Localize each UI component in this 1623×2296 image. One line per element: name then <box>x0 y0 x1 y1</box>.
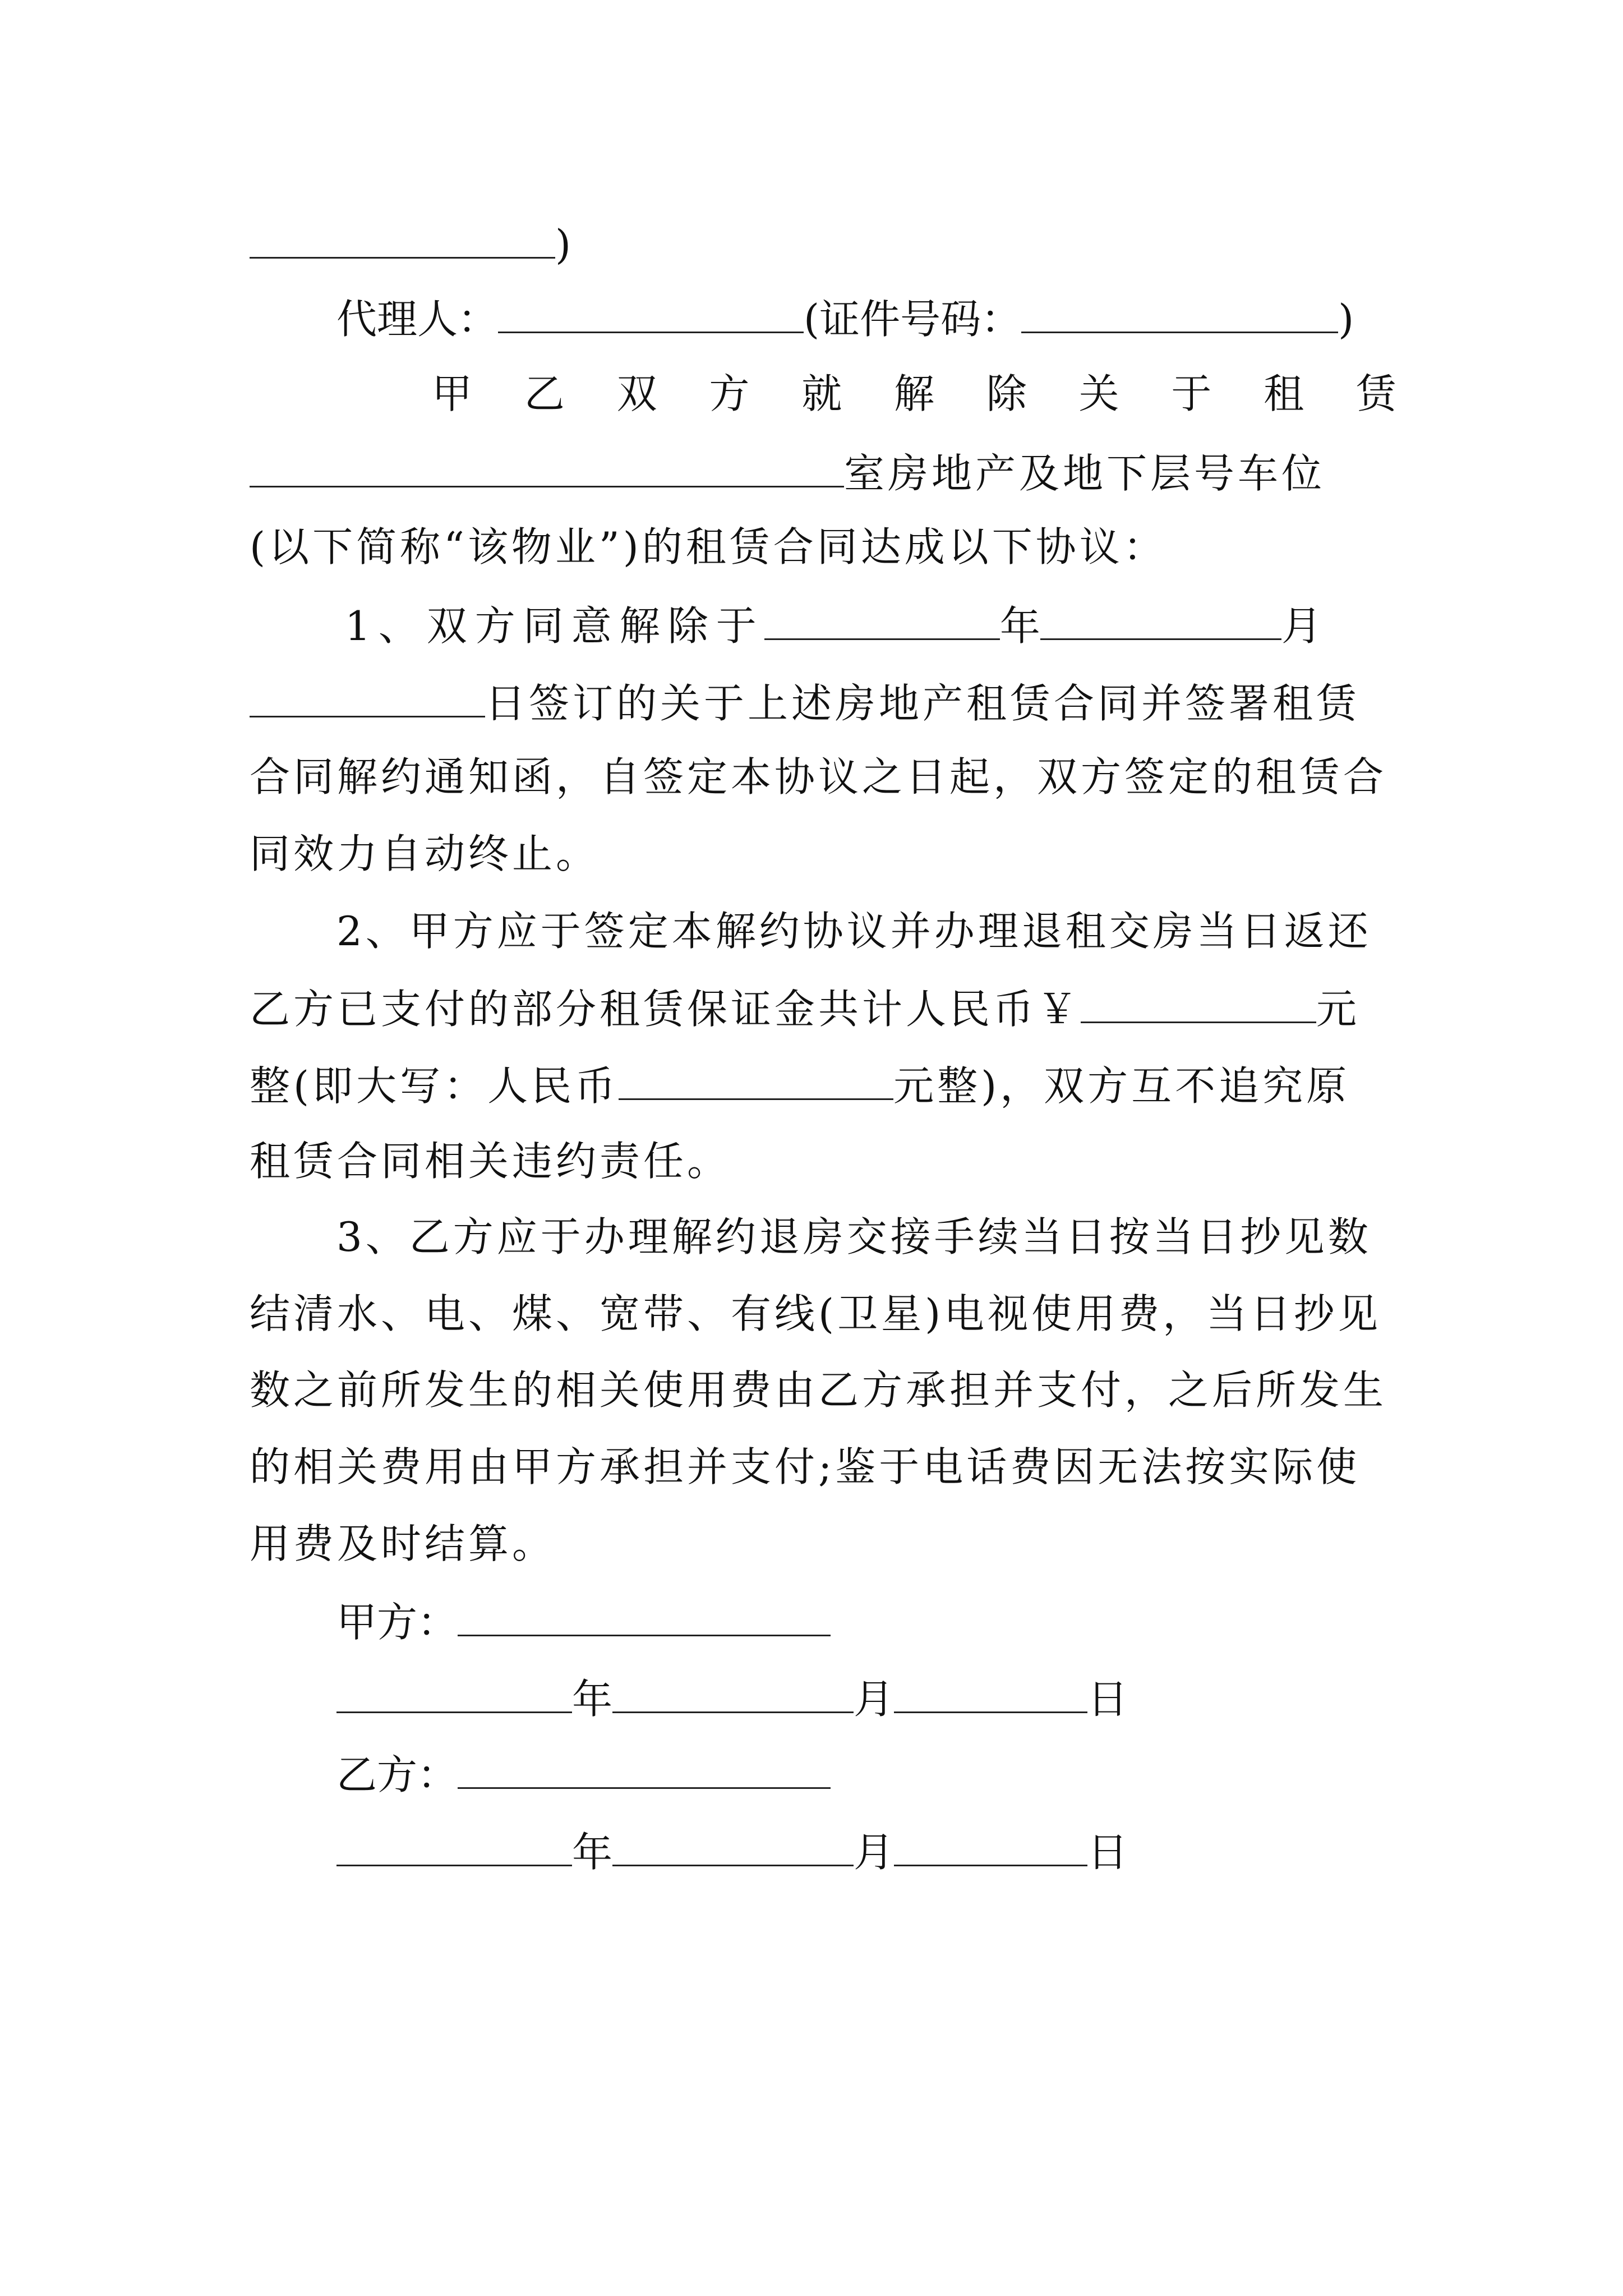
intro-char: 赁 <box>1355 370 1396 417</box>
intro-char: 甲 <box>432 370 473 417</box>
id-close-paren: ) <box>1338 296 1354 343</box>
intro-char: 除 <box>986 370 1027 417</box>
clause-3-line-4: 的相关费用由甲方承担并支付;鉴于电话费因无法按实际使 <box>250 1443 1361 1490</box>
property-address-blank <box>250 443 844 487</box>
blank-field <box>250 214 555 259</box>
clause-3-line-5: 用费及时结算。 <box>250 1520 556 1567</box>
month-label: 月 <box>1281 602 1322 650</box>
party-a-label: 甲方： <box>336 1599 458 1646</box>
line-leading-blank <box>250 214 1394 270</box>
day-blank <box>250 673 485 717</box>
month-blank <box>1040 596 1281 640</box>
party-a-signature-line <box>336 1592 953 1648</box>
party-a-day-blank <box>894 1669 1087 1713</box>
month-label: 月 <box>854 1676 895 1723</box>
intro-line-2 <box>250 443 1394 499</box>
intro-char: 租 <box>1264 370 1304 417</box>
agent-name-blank <box>498 289 804 333</box>
clause-3-line-1: 3、乙方应于办理解约退房交接手续当日按当日抄见数 <box>336 1213 1372 1260</box>
month-label: 月 <box>854 1829 895 1876</box>
day-label: 日 <box>1087 1676 1128 1723</box>
intro-char: 双 <box>616 370 657 417</box>
clause-1-line-2-text: 日签订的关于上述房地产租赁合同并签署租赁 <box>485 680 1361 727</box>
clause-2-deposit-text: 乙方已支付的部分租赁保证金共计人民币￥ <box>250 986 1081 1033</box>
closing-paren: ) <box>555 221 571 268</box>
intro-char: 就 <box>801 370 842 417</box>
intro-line-1 <box>432 366 1396 422</box>
clause-1-line-4: 同效力自动终止。 <box>250 830 600 877</box>
year-blank <box>764 596 1000 640</box>
intro-line-2-text: 室房地产及地下层号车位 <box>844 450 1326 497</box>
intro-char: 乙 <box>524 370 565 417</box>
day-label: 日 <box>1087 1829 1128 1876</box>
year-label: 年 <box>572 1676 613 1723</box>
agent-line <box>336 289 1402 345</box>
party-b-signature-line <box>336 1745 953 1801</box>
party-b-day-blank <box>894 1822 1087 1866</box>
party-b-label: 乙方： <box>336 1751 458 1798</box>
clause-2-line-3 <box>250 1056 1394 1112</box>
intro-line-3: (以下简称“该物业”)的租赁合同达成以下协议： <box>250 523 1167 570</box>
clause-1-line-3: 合同解约通知函，自签定本协议之日起，双方签定的租赁合 <box>250 753 1387 800</box>
intro-char: 解 <box>893 370 934 417</box>
clause-2-line-4: 租赁合同相关违约责任。 <box>250 1138 731 1185</box>
clause-2-line-2 <box>250 979 1394 1035</box>
party-a-month-blank <box>612 1669 854 1713</box>
intro-char: 关 <box>1078 370 1119 417</box>
clause-1-line-1 <box>345 596 1396 652</box>
clause-2-capital-text: 整(即大写：人民币 <box>250 1062 619 1110</box>
clause-2-line-3-text: 元整)，双方互不追究原 <box>893 1062 1350 1110</box>
party-b-date-line <box>336 1822 1178 1878</box>
party-a-year-blank <box>336 1669 572 1713</box>
clause-1-line-2 <box>250 673 1394 729</box>
party-b-signature-blank <box>458 1745 831 1789</box>
currency-unit: 元 <box>1316 986 1357 1033</box>
capital-amount-blank <box>619 1056 893 1100</box>
clause-3-line-2: 结清水、电、煤、宽带、有线(卫星)电视使用费，当日抄见 <box>250 1290 1382 1337</box>
party-a-signature-blank <box>458 1592 831 1636</box>
clause-1-prefix: 1、双方同意解除于 <box>345 602 764 650</box>
intro-char: 方 <box>709 370 750 417</box>
clause-2-line-1: 2、甲方应于签定本解约协议并办理退租交房当日返还 <box>336 908 1372 955</box>
party-b-year-blank <box>336 1822 572 1866</box>
clause-3-line-3: 数之前所发生的相关使用费由乙方承担并支付，之后所发生 <box>250 1366 1387 1414</box>
party-a-date-line <box>336 1669 1178 1725</box>
party-b-month-blank <box>612 1822 854 1866</box>
agent-label: 代理人： <box>336 296 499 343</box>
year-label: 年 <box>999 602 1040 650</box>
id-number-blank <box>1021 289 1338 333</box>
year-label: 年 <box>572 1829 613 1876</box>
deposit-amount-blank <box>1081 979 1316 1023</box>
id-number-label: (证件号码： <box>804 296 1022 343</box>
intro-char: 于 <box>1171 370 1212 417</box>
